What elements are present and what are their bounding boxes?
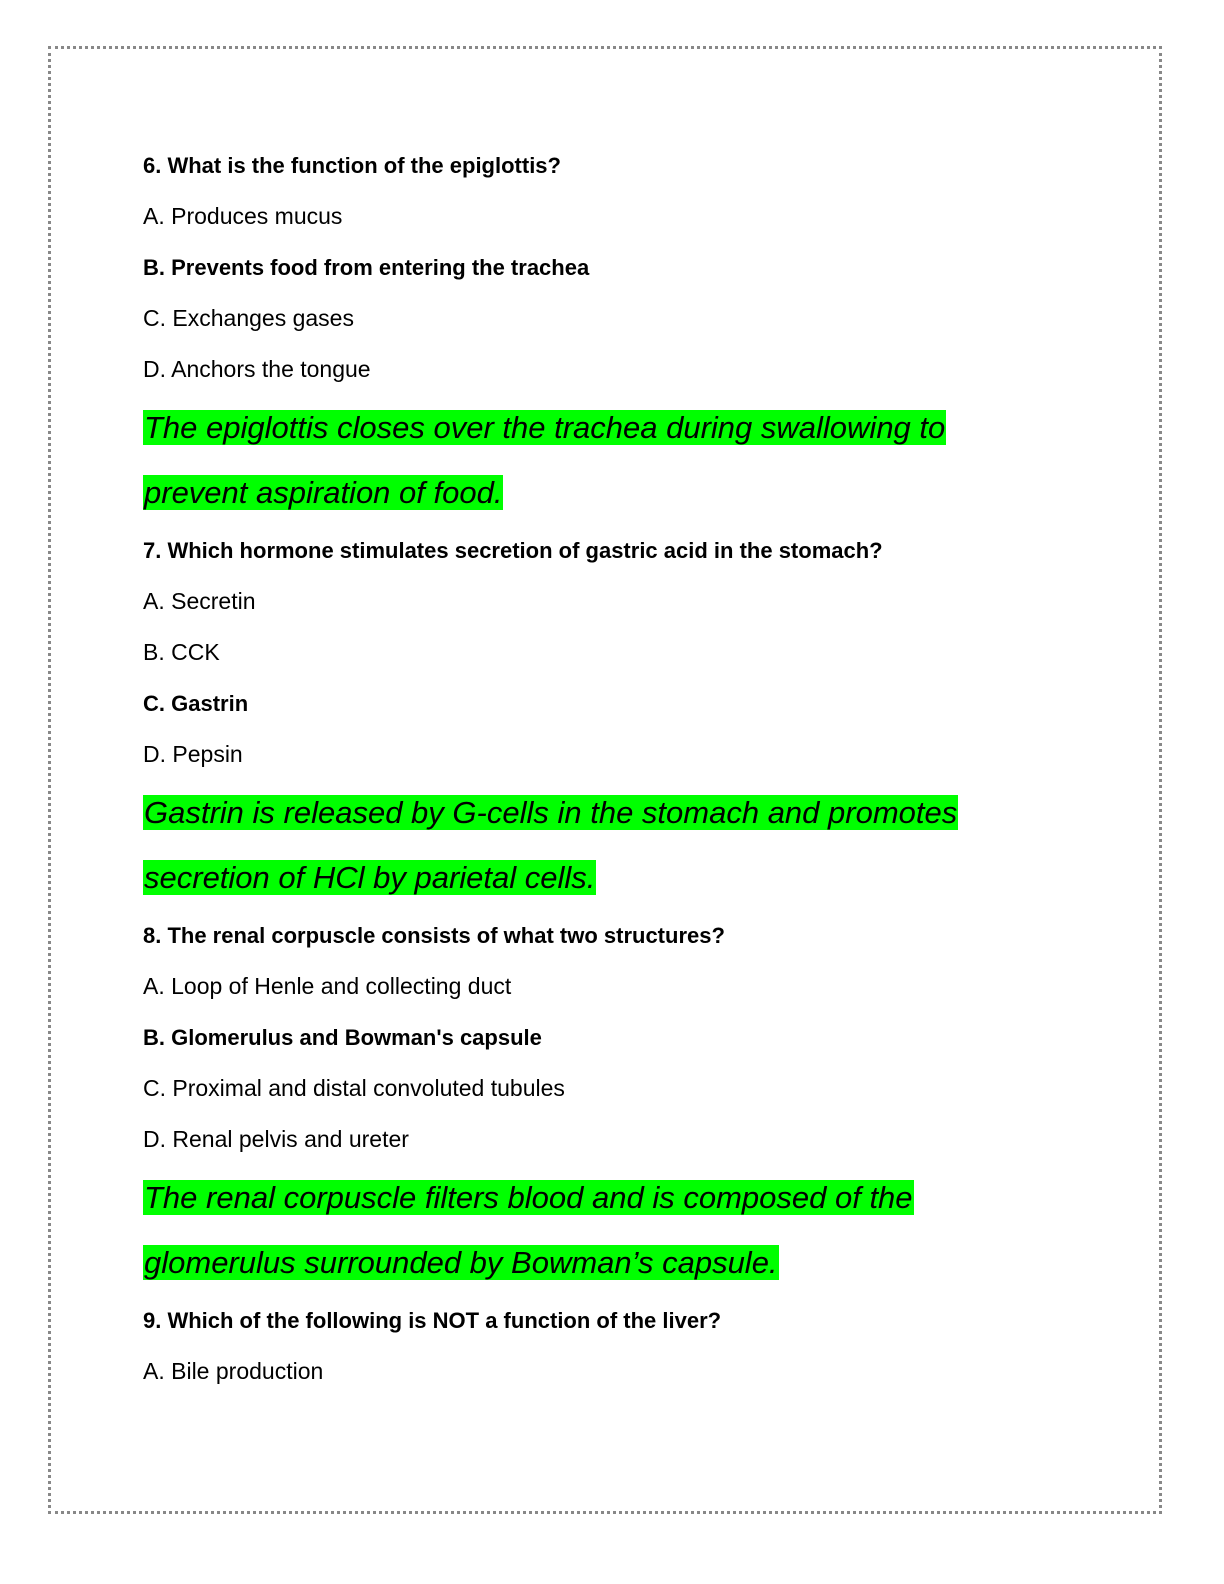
highlighted-explanation: The epiglottis closes over the trachea during swallowing to	[144, 410, 946, 445]
answer-option-correct: B. Prevents food from entering the trachea	[143, 255, 590, 280]
highlighted-explanation: The renal corpuscle filters blood and is composed of the	[144, 1180, 913, 1215]
question-text: 6. What is the function of the epiglottis?	[143, 153, 561, 178]
highlighted-explanation: secretion of HCl by parietal cells.	[144, 860, 596, 895]
explanation-line	[143, 395, 1093, 460]
explanation-line	[143, 1165, 1093, 1230]
explanation-line	[143, 1230, 1093, 1295]
answer-option: C. Exchanges gases	[143, 305, 354, 331]
answer-option: A. Loop of Henle and collecting duct	[143, 973, 512, 999]
answer-option: A. Produces mucus	[143, 203, 343, 229]
answer-option: C. Proximal and distal convoluted tubules	[143, 1075, 565, 1101]
question-block-6	[143, 140, 1093, 525]
question-block-8	[143, 910, 1093, 1295]
question-text: 8. The renal corpuscle consists of what two structures?	[143, 923, 725, 948]
question-block-9	[143, 1295, 1093, 1397]
answer-option: B. CCK	[143, 639, 220, 665]
answer-option: D. Renal pelvis and ureter	[143, 1126, 409, 1152]
question-text: 9. Which of the following is NOT a function of the liver?	[143, 1308, 722, 1333]
answer-option: D. Anchors the tongue	[143, 356, 371, 382]
answer-option: A. Secretin	[143, 588, 256, 614]
highlighted-explanation: glomerulus surrounded by Bowman’s capsule.	[144, 1245, 778, 1280]
question-text: 7. Which hormone stimulates secretion of gastric acid in the stomach?	[143, 538, 883, 563]
explanation-line	[143, 780, 1093, 845]
answer-option: A. Bile production	[143, 1358, 324, 1384]
question-block-7	[143, 525, 1093, 910]
highlighted-explanation: prevent aspiration of food.	[144, 475, 503, 510]
highlighted-explanation: Gastrin is released by G-cells in the stomach and promotes	[144, 795, 958, 830]
explanation-line	[143, 460, 1093, 525]
answer-option: D. Pepsin	[143, 741, 243, 767]
explanation-line	[143, 845, 1093, 910]
document-content	[143, 140, 1093, 1397]
answer-option-correct: B. Glomerulus and Bowman's capsule	[143, 1025, 542, 1050]
answer-option-correct: C. Gastrin	[143, 691, 249, 716]
